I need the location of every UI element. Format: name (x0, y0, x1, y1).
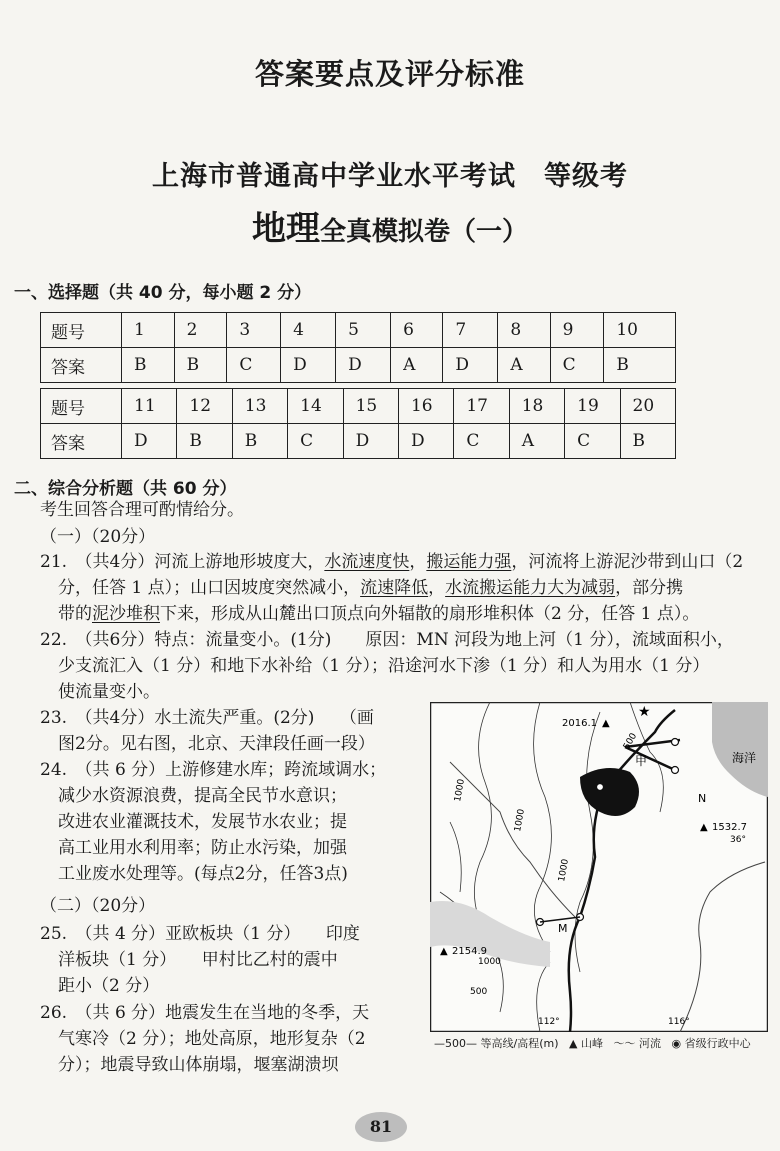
contour-label: 500 (470, 987, 488, 997)
question-number: 17 (454, 389, 509, 424)
question-number: 13 (232, 389, 287, 424)
q21-text: 下来，形成从山麓出口顶点向外辐散的扇形堆积体（2 分，任答 1 点）。 (160, 604, 700, 624)
table-row (41, 389, 676, 424)
question-number: 18 (509, 389, 564, 424)
answer-key-title: 答案要点及评分标准 (254, 57, 525, 91)
question-number: 15 (343, 389, 398, 424)
legend-contour: —500— 等高线/高程(m) (434, 1037, 559, 1050)
legend-peak: ▲ 山峰 (569, 1037, 603, 1050)
q21-keyword: 泥沙堆积 (92, 604, 160, 624)
q21-text: 分，任答 1 点）；山口因坡度突然减小， (58, 578, 361, 598)
q24-line5: 工业废水处理等。(每点2分，任答3点) (58, 864, 348, 884)
capital-shijiazhuang (597, 784, 604, 791)
question-number: 16 (398, 389, 453, 424)
longitude-label: 112° (538, 1017, 560, 1027)
answer-table-1 (40, 312, 676, 383)
answer-cell: C (565, 424, 620, 459)
mountain-peak-icon: ▲ (700, 822, 708, 833)
longitude-label: 116° (668, 1017, 690, 1027)
q23-line2: 图2分。见右图，北京、天津段任画一段） (58, 734, 375, 754)
question-number: 3 (227, 313, 281, 348)
q21-line1 (40, 549, 743, 575)
answer-cell: C (227, 348, 281, 383)
map-legend (434, 1035, 751, 1051)
q26-line3: 分）；地震导致山体崩塌，堰塞湖溃坝 (58, 1055, 339, 1075)
answer-cell: C (454, 424, 509, 459)
question-number: 6 (391, 313, 443, 348)
q21-line3 (58, 601, 699, 627)
question-number: 8 (498, 313, 550, 348)
mountain-peak-icon: ▲ (440, 946, 448, 957)
row-label: 题号 (41, 313, 122, 348)
paper-title (0, 201, 780, 250)
label-N: N (698, 792, 707, 805)
q21-text: 带的 (58, 604, 92, 624)
q21-text: ， (428, 578, 446, 598)
question-number: 10 (604, 313, 676, 348)
table-row (41, 424, 676, 459)
q21-keyword: 搬运能力强 (426, 552, 512, 572)
river-map (430, 702, 768, 1032)
question-number: 1 (122, 313, 175, 348)
latitude-label: 36° (730, 835, 746, 845)
answer-cell: D (336, 348, 391, 383)
question-number: 7 (443, 313, 498, 348)
table-row (41, 313, 676, 348)
answer-cell: A (509, 424, 564, 459)
peak-label: 2154.9 (452, 946, 487, 957)
q22-line1: 22. （共6分）特点：流量变小。(1分) 原因：MN 河段为地上河（1 分），流域面积小， (40, 630, 734, 650)
section1-heading: 一、选择题（共 40 分，每小题 2 分） (14, 283, 312, 303)
page-number: 81 (355, 1112, 407, 1142)
row-label: 题号 (41, 389, 122, 424)
answer-cell: D (343, 424, 398, 459)
ocean-label: 海洋 (732, 751, 757, 765)
mountain-peak-icon: ▲ (602, 718, 610, 729)
peak-label: 2016.1 (562, 718, 597, 729)
star-icon: ★ (638, 704, 651, 720)
question-number: 12 (177, 389, 232, 424)
answer-cell: B (122, 348, 175, 383)
answer-table-2 (40, 388, 676, 459)
subject-name: 地理 (251, 209, 320, 249)
legend-capital: ◉ 省级行政中心 (671, 1037, 751, 1050)
row-label: 答案 (41, 424, 122, 459)
answer-cell: C (288, 424, 343, 459)
q22-line3: 使流量变小。 (58, 682, 160, 702)
q21-text: ，部分携 (615, 578, 684, 598)
section2-heading: 二、综合分析题（共 60 分） (14, 479, 237, 499)
answer-cell: C (550, 348, 604, 383)
q21-keyword: 流速降低 (360, 578, 429, 598)
q21-line2 (58, 575, 683, 601)
contour-label: 1000 (453, 778, 467, 803)
answer-cell: B (177, 424, 232, 459)
answer-cell: D (398, 424, 453, 459)
answer-cell: D (443, 348, 498, 383)
table-row (41, 348, 676, 383)
answer-cell: B (620, 424, 675, 459)
q25-line3: 距小（2 分） (58, 976, 160, 996)
question-number: 2 (174, 313, 227, 348)
answer-cell: D (122, 424, 177, 459)
question-number: 14 (288, 389, 343, 424)
question-number: 5 (336, 313, 391, 348)
q24-line4: 高工业用水利用率；防止水污染，加强 (58, 838, 347, 858)
q26-line2: 气寒冷（2 分）；地处高原，地形复杂（2 (58, 1029, 366, 1049)
question-number: 4 (281, 313, 336, 348)
q24-line3: 改进农业灌溉技术，发展节水农业；提 (58, 812, 347, 832)
answer-cell: A (391, 348, 443, 383)
contour-label: 1000 (478, 957, 501, 967)
answer-cell: B (232, 424, 287, 459)
answer-cell: A (498, 348, 550, 383)
contour-label: 1000 (557, 858, 571, 883)
row-label: 答案 (41, 348, 122, 383)
answer-cell: B (174, 348, 227, 383)
label-jia: 甲 (635, 754, 648, 768)
answer-cell: D (281, 348, 336, 383)
q21-text: ， (409, 552, 427, 572)
q25-line2: 洋板块（1 分） 甲村比乙村的震中 (58, 950, 338, 970)
legend-river: ～～ 河流 (613, 1037, 661, 1050)
question-number: 19 (565, 389, 620, 424)
q25-line1: 25. （共 4 分）亚欧板块（1 分） 印度 (40, 924, 360, 944)
part2-heading: （二）（20分） (40, 896, 156, 916)
part1-heading: （一）（20分） (40, 527, 156, 547)
exam-name: 上海市普通高中学业水平考试 等级考 (152, 161, 628, 192)
q21-keyword: 水流搬运能力大为减弱 (445, 578, 616, 598)
q23-line1: 23. （共4分）水土流失严重。(2分) （画 (40, 708, 374, 728)
q22-line2: 少支流汇入（1 分）和地下水补给（1 分）；沿途河水下渗（1 分）和人为用水（1 分） (58, 656, 710, 676)
capital-beijing (672, 739, 679, 746)
label-M: M (558, 922, 568, 935)
q26-line1: 26. （共 6 分）地震发生在当地的冬季，天 (40, 1003, 370, 1023)
q21-text: ，河流将上游泥沙带到山口（2 (511, 552, 744, 572)
q24-line1: 24. （共 6 分）上游修建水库；跨流域调水； (40, 760, 387, 780)
question-number: 9 (550, 313, 604, 348)
q21-text: 21. （共4分）河流上游地形坡度大， (40, 552, 325, 572)
contour-label: 500 (621, 731, 640, 752)
contour-label: 1000 (513, 808, 527, 833)
question-number: 11 (122, 389, 177, 424)
paper-name: 全真模拟卷（一） (319, 217, 528, 247)
question-number: 20 (620, 389, 675, 424)
q21-keyword: 水流速度快 (324, 552, 410, 572)
scoring-note: 考生回答合理可酌情给分。 (40, 500, 244, 520)
peak-label: 1532.7 (712, 822, 747, 833)
q24-line2: 减少水资源浪费，提高全民节水意识； (58, 786, 347, 806)
answer-cell: B (604, 348, 676, 383)
capital-tianjin (672, 767, 679, 774)
